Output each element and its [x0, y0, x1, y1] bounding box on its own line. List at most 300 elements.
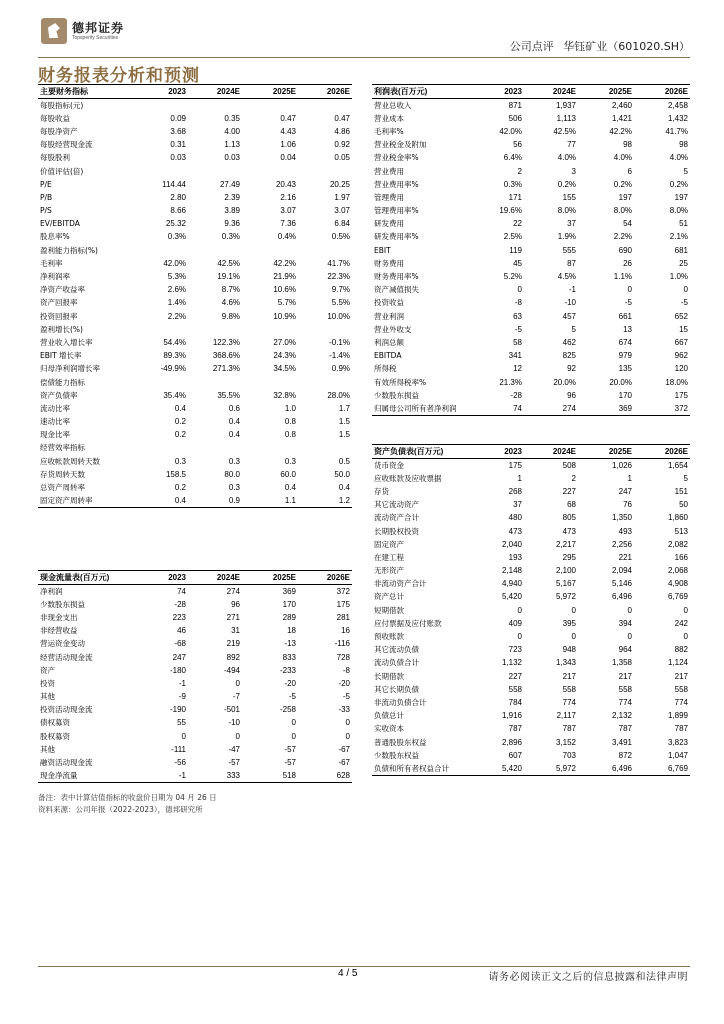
- value-cell: 32.8%: [273, 390, 296, 400]
- value-cell: 805: [562, 513, 576, 523]
- row-label-cell: 融资活动现金流: [40, 758, 93, 768]
- value-cell: 0.47: [334, 113, 350, 123]
- value-cell: 0.3%: [167, 232, 186, 242]
- value-cell: 21.3%: [499, 377, 522, 387]
- value-cell: 0.8: [284, 417, 296, 427]
- year-header-cell: 2023: [130, 85, 188, 99]
- row-label-cell: EBIT: [374, 245, 391, 255]
- value-cell: 5,420: [472, 762, 524, 775]
- value-cell: 4.43: [280, 126, 296, 136]
- value-cell: 0.09: [170, 113, 186, 123]
- table-row: [372, 683, 690, 696]
- value-cell: -57: [284, 744, 296, 754]
- value-cell: 3: [571, 166, 576, 176]
- page-header: [38, 14, 690, 58]
- value-cell: 175: [674, 390, 688, 400]
- value-cell: 51: [679, 219, 688, 229]
- value-cell: 20.0%: [553, 377, 576, 387]
- value-cell: 175: [508, 460, 522, 470]
- row-label-cell: 现金净流量: [38, 769, 130, 782]
- value-cell: 1,421: [611, 113, 632, 123]
- value-cell: 0.2%: [613, 179, 632, 189]
- row-label-cell: 每股净资产: [40, 126, 78, 136]
- value-cell: 0: [683, 285, 688, 295]
- logo-name-cn: 德邦证券: [72, 21, 125, 35]
- value-cell: 5: [683, 473, 688, 483]
- value-cell: 0.4: [338, 483, 350, 493]
- table-row: [38, 637, 352, 650]
- value-cell: 197: [618, 192, 632, 202]
- value-cell: 4.0%: [613, 153, 632, 163]
- value-cell: 2.5%: [503, 232, 522, 242]
- value-cell: [188, 375, 242, 388]
- value-cell: 0.47: [280, 113, 296, 123]
- value-cell: 20.25: [329, 179, 350, 189]
- value-cell: 76: [623, 500, 632, 510]
- table-title-cell: 主要财务指标: [38, 85, 130, 99]
- value-cell: -57: [284, 758, 296, 768]
- value-cell: -1: [178, 678, 186, 688]
- table-row: [38, 230, 352, 243]
- table-row: [372, 257, 690, 270]
- value-cell: 1,654: [667, 460, 688, 470]
- table-row: [38, 389, 352, 402]
- table-row: [372, 590, 690, 603]
- value-cell: 493: [618, 526, 632, 536]
- value-cell: 0.6: [228, 403, 240, 413]
- table-row: [38, 283, 352, 296]
- value-cell: 98: [623, 140, 632, 150]
- year-header-cell: 2025E: [578, 445, 634, 459]
- value-cell: 0.2: [174, 483, 186, 493]
- value-cell: 120: [674, 364, 688, 374]
- row-label-cell: 盈利能力指标(%): [40, 245, 98, 255]
- value-cell: 80.0: [224, 469, 240, 479]
- table-row: [38, 743, 352, 756]
- value-cell: 0.3: [228, 456, 240, 466]
- table-row: [372, 164, 690, 177]
- value-cell: 6,496: [611, 592, 632, 602]
- value-cell: -5: [680, 298, 688, 308]
- value-cell: 1,113: [556, 113, 576, 123]
- value-cell: 690: [618, 245, 632, 255]
- value-cell: 5,972: [524, 762, 578, 775]
- value-cell: 825: [562, 351, 576, 361]
- row-label-cell: 资产减值损失: [374, 285, 419, 295]
- value-cell: 1,047: [667, 750, 688, 760]
- table-row: [38, 716, 352, 729]
- row-label-cell: 营业总收入: [374, 100, 412, 110]
- table-row: [38, 664, 352, 677]
- value-cell: 271: [226, 612, 240, 622]
- row-label-cell: 流动比率: [40, 403, 70, 413]
- value-cell: 0.2%: [557, 179, 576, 189]
- value-cell: -8: [342, 665, 350, 675]
- row-label-cell: 总资产周转率: [40, 483, 85, 493]
- income-statement-table: [372, 84, 690, 416]
- value-cell: 0.3: [174, 456, 186, 466]
- row-label-cell: 每股收益: [40, 113, 70, 123]
- value-cell: [130, 323, 188, 336]
- row-label-cell: 少数股东损益: [40, 599, 85, 609]
- value-cell: 151: [674, 486, 688, 496]
- value-cell: 681: [674, 245, 688, 255]
- value-cell: 1,350: [611, 513, 632, 523]
- value-cell: [298, 244, 352, 257]
- table-row: [372, 151, 690, 164]
- value-cell: 2,460: [611, 100, 632, 110]
- value-cell: 55: [177, 718, 186, 728]
- value-cell: 45: [513, 258, 522, 268]
- year-header-cell: 2024E: [524, 85, 578, 99]
- table-row: [38, 598, 352, 611]
- row-label-cell: 其它流动负债: [374, 645, 419, 655]
- year-header-cell: 2026E: [634, 445, 690, 459]
- value-cell: 3,152: [555, 737, 576, 747]
- year-header-cell: 2025E: [242, 85, 298, 99]
- value-cell: 372: [336, 586, 350, 596]
- table-row: [372, 749, 690, 762]
- table-row: [372, 296, 690, 309]
- year-header-cell: 2026E: [298, 571, 352, 585]
- value-cell: -5: [288, 692, 296, 702]
- value-cell: [242, 99, 298, 112]
- value-cell: 728: [336, 652, 350, 662]
- value-cell: 457: [562, 311, 576, 321]
- table-row: [372, 375, 690, 388]
- value-cell: 3.07: [280, 206, 296, 216]
- value-cell: 1.7: [338, 403, 350, 413]
- row-label-cell: 预收账款: [374, 632, 404, 642]
- value-cell: 2,148: [501, 566, 522, 576]
- value-cell: 221: [618, 552, 632, 562]
- value-cell: 2.6%: [167, 285, 186, 295]
- row-label-cell: 普通股股东权益: [374, 737, 427, 747]
- table-row: [372, 389, 690, 402]
- value-cell: [242, 164, 298, 177]
- value-cell: 193: [508, 552, 522, 562]
- value-cell: 0: [683, 605, 688, 615]
- table-row: [372, 564, 690, 577]
- value-cell: 20.0%: [609, 377, 632, 387]
- value-cell: -190: [169, 705, 186, 715]
- value-cell: 784: [508, 697, 522, 707]
- value-cell: 227: [508, 671, 522, 681]
- value-cell: -5: [624, 298, 632, 308]
- value-cell: 1: [517, 473, 522, 483]
- value-cell: 0.03: [224, 153, 240, 163]
- value-cell: 0.2%: [669, 179, 688, 189]
- table-row: [372, 498, 690, 511]
- value-cell: 87: [567, 258, 576, 268]
- value-cell: 13: [623, 324, 632, 334]
- value-cell: 217: [618, 671, 632, 681]
- row-label-cell: 营运资金变动: [40, 639, 85, 649]
- value-cell: -5: [514, 324, 522, 334]
- value-cell: -67: [338, 758, 350, 768]
- value-cell: 0.4: [228, 417, 240, 427]
- value-cell: 0.8: [284, 430, 296, 440]
- value-cell: 0.04: [280, 153, 296, 163]
- row-label-cell: 负债总计: [374, 711, 404, 721]
- value-cell: 473: [508, 526, 522, 536]
- value-cell: 341: [508, 351, 522, 361]
- row-label-cell: 货币资金: [374, 460, 404, 470]
- value-cell: 667: [674, 337, 688, 347]
- value-cell: 0.92: [334, 140, 350, 150]
- value-cell: 89.3%: [163, 351, 186, 361]
- value-cell: 0.3%: [503, 179, 522, 189]
- value-cell: 0: [571, 632, 576, 642]
- value-cell: -49.9%: [160, 364, 186, 374]
- row-label-cell: 固定资产周转率: [38, 494, 130, 507]
- value-cell: 0: [517, 285, 522, 295]
- value-cell: 962: [674, 351, 688, 361]
- value-cell: 41.7%: [665, 126, 688, 136]
- value-cell: 1.5: [338, 417, 350, 427]
- value-cell: 1.9%: [557, 232, 576, 242]
- value-cell: -233: [279, 665, 296, 675]
- value-cell: 2,040: [501, 539, 522, 549]
- value-cell: -1.4%: [329, 351, 350, 361]
- value-cell: 96: [231, 599, 240, 609]
- value-cell: 197: [674, 192, 688, 202]
- value-cell: 242: [674, 618, 688, 628]
- table-row: [372, 362, 690, 375]
- table-row: [38, 494, 352, 507]
- table-row: [38, 441, 352, 454]
- value-cell: -13: [284, 639, 296, 649]
- value-cell: -0.1%: [329, 337, 350, 347]
- value-cell: 1.06: [280, 140, 296, 150]
- table-row: [38, 270, 352, 283]
- value-cell: [130, 375, 188, 388]
- value-cell: 28.0%: [327, 390, 350, 400]
- value-cell: 0.9: [188, 494, 242, 507]
- value-cell: 0: [235, 678, 240, 688]
- value-cell: 0.5%: [331, 232, 350, 242]
- year-header-cell: 2023: [472, 85, 524, 99]
- value-cell: -57: [228, 758, 240, 768]
- table-row: [38, 217, 352, 230]
- row-label-cell: P/B: [40, 192, 53, 202]
- value-cell: 1,132: [501, 658, 522, 668]
- value-cell: [130, 99, 188, 112]
- table-row: [38, 151, 352, 164]
- value-cell: [188, 99, 242, 112]
- row-label-cell: 资产负债率: [40, 390, 78, 400]
- value-cell: -8: [514, 298, 522, 308]
- row-label-cell: 投资: [40, 678, 55, 688]
- value-cell: 5.3%: [167, 272, 186, 282]
- table-row: [372, 524, 690, 537]
- value-cell: -7: [232, 692, 240, 702]
- value-cell: 558: [562, 684, 576, 694]
- value-cell: 63: [513, 311, 522, 321]
- table-row: [372, 323, 690, 336]
- row-label-cell: 债权募资: [40, 718, 70, 728]
- table-row: [372, 722, 690, 735]
- value-cell: 46: [177, 626, 186, 636]
- row-label-cell: 研发费用率%: [374, 232, 419, 242]
- row-label-cell: 短期借款: [374, 605, 404, 615]
- value-cell: -494: [223, 665, 240, 675]
- value-cell: 2,094: [611, 566, 632, 576]
- table-row: [38, 375, 352, 388]
- value-cell: 50.0: [334, 469, 350, 479]
- value-cell: [130, 164, 188, 177]
- main-indicators-table: [38, 84, 352, 508]
- table-row: [38, 99, 352, 112]
- year-header-cell: 2023: [130, 571, 188, 585]
- value-cell: 723: [508, 645, 522, 655]
- table-row: [372, 762, 690, 775]
- row-label-cell: 少数股东权益: [374, 750, 419, 760]
- value-cell: [242, 441, 298, 454]
- value-cell: 2.39: [224, 192, 240, 202]
- value-cell: 2: [571, 473, 576, 483]
- table-row: [38, 164, 352, 177]
- value-cell: 2.2%: [167, 311, 186, 321]
- table-row: [38, 611, 352, 624]
- value-cell: 166: [674, 552, 688, 562]
- table-row: [372, 244, 690, 257]
- value-cell: 42.0%: [163, 258, 186, 268]
- table-row: [372, 472, 690, 485]
- value-cell: [188, 244, 242, 257]
- row-label-cell: 资产: [40, 665, 55, 675]
- table-row: [38, 730, 352, 743]
- value-cell: 10.0%: [327, 311, 350, 321]
- value-cell: 409: [508, 618, 522, 628]
- row-label-cell: 净利润: [40, 586, 63, 596]
- value-cell: 2,132: [611, 711, 632, 721]
- value-cell: 372: [634, 402, 690, 415]
- value-cell: 56: [513, 140, 522, 150]
- value-cell: 661: [618, 311, 632, 321]
- row-label-cell: 非流动负债合计: [374, 697, 427, 707]
- value-cell: 35.4%: [163, 390, 186, 400]
- value-cell: [298, 375, 352, 388]
- year-header-cell: 2024E: [188, 85, 242, 99]
- value-cell: 2,896: [501, 737, 522, 747]
- value-cell: 1,026: [611, 460, 632, 470]
- value-cell: 0.3: [284, 456, 296, 466]
- row-label-cell: 管理费用率%: [374, 206, 419, 216]
- row-label-cell: 每股指标(元): [40, 100, 84, 110]
- value-cell: 219: [226, 639, 240, 649]
- row-label-cell: 所得税: [374, 364, 397, 374]
- value-cell: 8.0%: [613, 206, 632, 216]
- value-cell: [242, 323, 298, 336]
- value-cell: 4,908: [667, 579, 688, 589]
- value-cell: -10: [564, 298, 576, 308]
- value-cell: 4,940: [501, 579, 522, 589]
- footer-divider: [38, 966, 690, 967]
- table-row: [38, 769, 352, 782]
- table-header-row: [38, 85, 352, 99]
- value-cell: 5: [571, 324, 576, 334]
- table-row: [38, 428, 352, 441]
- value-cell: 27.49: [219, 179, 240, 189]
- value-cell: 96: [567, 390, 576, 400]
- value-cell: 1.1%: [613, 272, 632, 282]
- value-cell: 217: [674, 671, 688, 681]
- value-cell: -20: [338, 678, 350, 688]
- value-cell: -33: [338, 705, 350, 715]
- value-cell: 0: [627, 632, 632, 642]
- table-header-row: [372, 445, 690, 459]
- value-cell: 50: [679, 500, 688, 510]
- table-row: [38, 138, 352, 151]
- row-label-cell: 负债和所有者权益合计: [372, 762, 472, 775]
- page-title: 财务报表分析和预测: [38, 66, 200, 86]
- value-cell: 1,937: [555, 100, 576, 110]
- table-row: [372, 310, 690, 323]
- value-cell: 2: [517, 166, 522, 176]
- row-label-cell: 长期股权投资: [374, 526, 419, 536]
- value-cell: 774: [562, 697, 576, 707]
- value-cell: 558: [618, 684, 632, 694]
- value-cell: [130, 244, 188, 257]
- value-cell: -68: [174, 639, 186, 649]
- value-cell: 8.66: [170, 206, 186, 216]
- value-cell: -47: [228, 744, 240, 754]
- value-cell: [130, 441, 188, 454]
- value-cell: 369: [578, 402, 634, 415]
- value-cell: 892: [226, 652, 240, 662]
- value-cell: 787: [618, 724, 632, 734]
- value-cell: 8.0%: [669, 206, 688, 216]
- value-cell: 882: [674, 645, 688, 655]
- value-cell: 394: [618, 618, 632, 628]
- value-cell: -1: [568, 285, 576, 295]
- value-cell: 1.0%: [669, 272, 688, 282]
- value-cell: 0.31: [170, 140, 186, 150]
- row-label-cell: 每股经营现金流: [40, 140, 93, 150]
- table-row: [38, 257, 352, 270]
- table-row: [38, 415, 352, 428]
- year-header-cell: 2023: [472, 445, 524, 459]
- table-row: [38, 178, 352, 191]
- value-cell: 506: [508, 113, 522, 123]
- value-cell: 8.0%: [557, 206, 576, 216]
- table-header-row: [372, 85, 690, 99]
- table-row: [372, 178, 690, 191]
- value-cell: 0: [571, 605, 576, 615]
- value-cell: -67: [338, 744, 350, 754]
- value-cell: -10: [228, 718, 240, 728]
- row-label-cell: 毛利率%: [374, 126, 404, 136]
- table-header-row: [38, 571, 352, 585]
- table-row: [38, 323, 352, 336]
- value-cell: 0.35: [224, 113, 240, 123]
- value-cell: 122.3%: [212, 337, 240, 347]
- value-cell: [188, 323, 242, 336]
- value-cell: 5,420: [501, 592, 522, 602]
- value-cell: 1,124: [667, 658, 688, 668]
- value-cell: 22: [513, 219, 522, 229]
- row-label-cell: 财务费用率%: [374, 272, 419, 282]
- row-label-cell: EBIT 增长率: [40, 351, 82, 361]
- table-row: [372, 577, 690, 590]
- value-cell: 2,458: [667, 100, 688, 110]
- value-cell: 1,899: [667, 711, 688, 721]
- value-cell: 35.5%: [217, 390, 240, 400]
- legal-disclaimer: 请务必阅读正文之后的信息披露和法律声明: [488, 972, 688, 983]
- value-cell: 6,496: [578, 762, 634, 775]
- table-row: [372, 656, 690, 669]
